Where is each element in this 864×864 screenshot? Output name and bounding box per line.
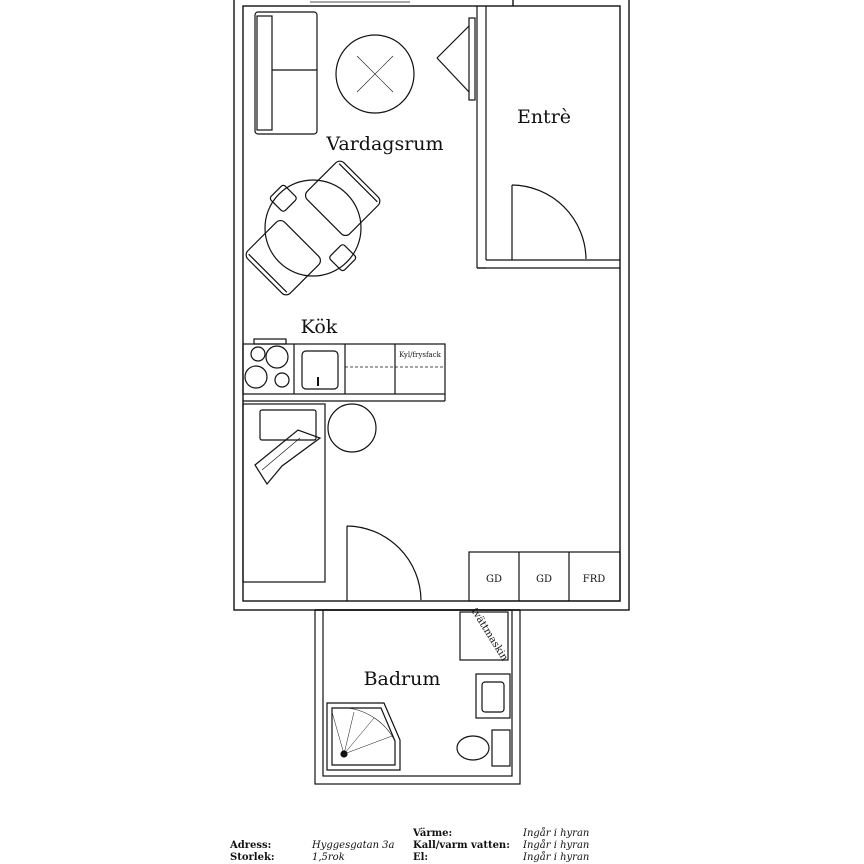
info-value-heating: Ingår i hyran [523, 828, 590, 839]
info-row-heating: Värme: [413, 828, 453, 839]
info-value-size: 1,5rok [312, 852, 345, 863]
outer-walls [234, 0, 629, 610]
ceiling-lamp [336, 35, 414, 113]
room-label-kitchen: Kök [300, 316, 338, 338]
info-key: Adress: [230, 840, 272, 851]
room-label-entry: Entrè [516, 106, 572, 128]
side-table [328, 404, 376, 452]
info-row-address [230, 840, 271, 852]
info-value-electricity: Ingår i hyran [523, 852, 590, 863]
info-row-size: Storlek: [230, 852, 275, 863]
kitchen-counter [243, 339, 445, 401]
shower [327, 703, 400, 770]
entry-walls [437, 6, 620, 268]
info-value-water: Ingår i hyran [523, 840, 590, 851]
fridge-label: Kyl/frysfack [399, 351, 441, 359]
room-label-bathroom: Badrum [363, 668, 441, 690]
info-row-water: Kall/varm vatten: [413, 840, 510, 851]
bed [243, 404, 325, 582]
dining-table [228, 143, 398, 313]
washer-label: tvättmaskin [468, 606, 510, 664]
info-row-electricity: El: [413, 852, 429, 863]
bathroom-sink [476, 674, 510, 718]
info-value-address: Hyggesgatan 3a [312, 840, 395, 851]
closet-label-2: GD [535, 574, 553, 585]
bedroom-door [347, 526, 421, 601]
closet-label-3: FRD [582, 574, 606, 585]
room-label-living: Vardagsrum [326, 133, 444, 155]
toilet [457, 730, 510, 766]
closet-label-1: GD [485, 574, 503, 585]
sofa [255, 12, 317, 134]
